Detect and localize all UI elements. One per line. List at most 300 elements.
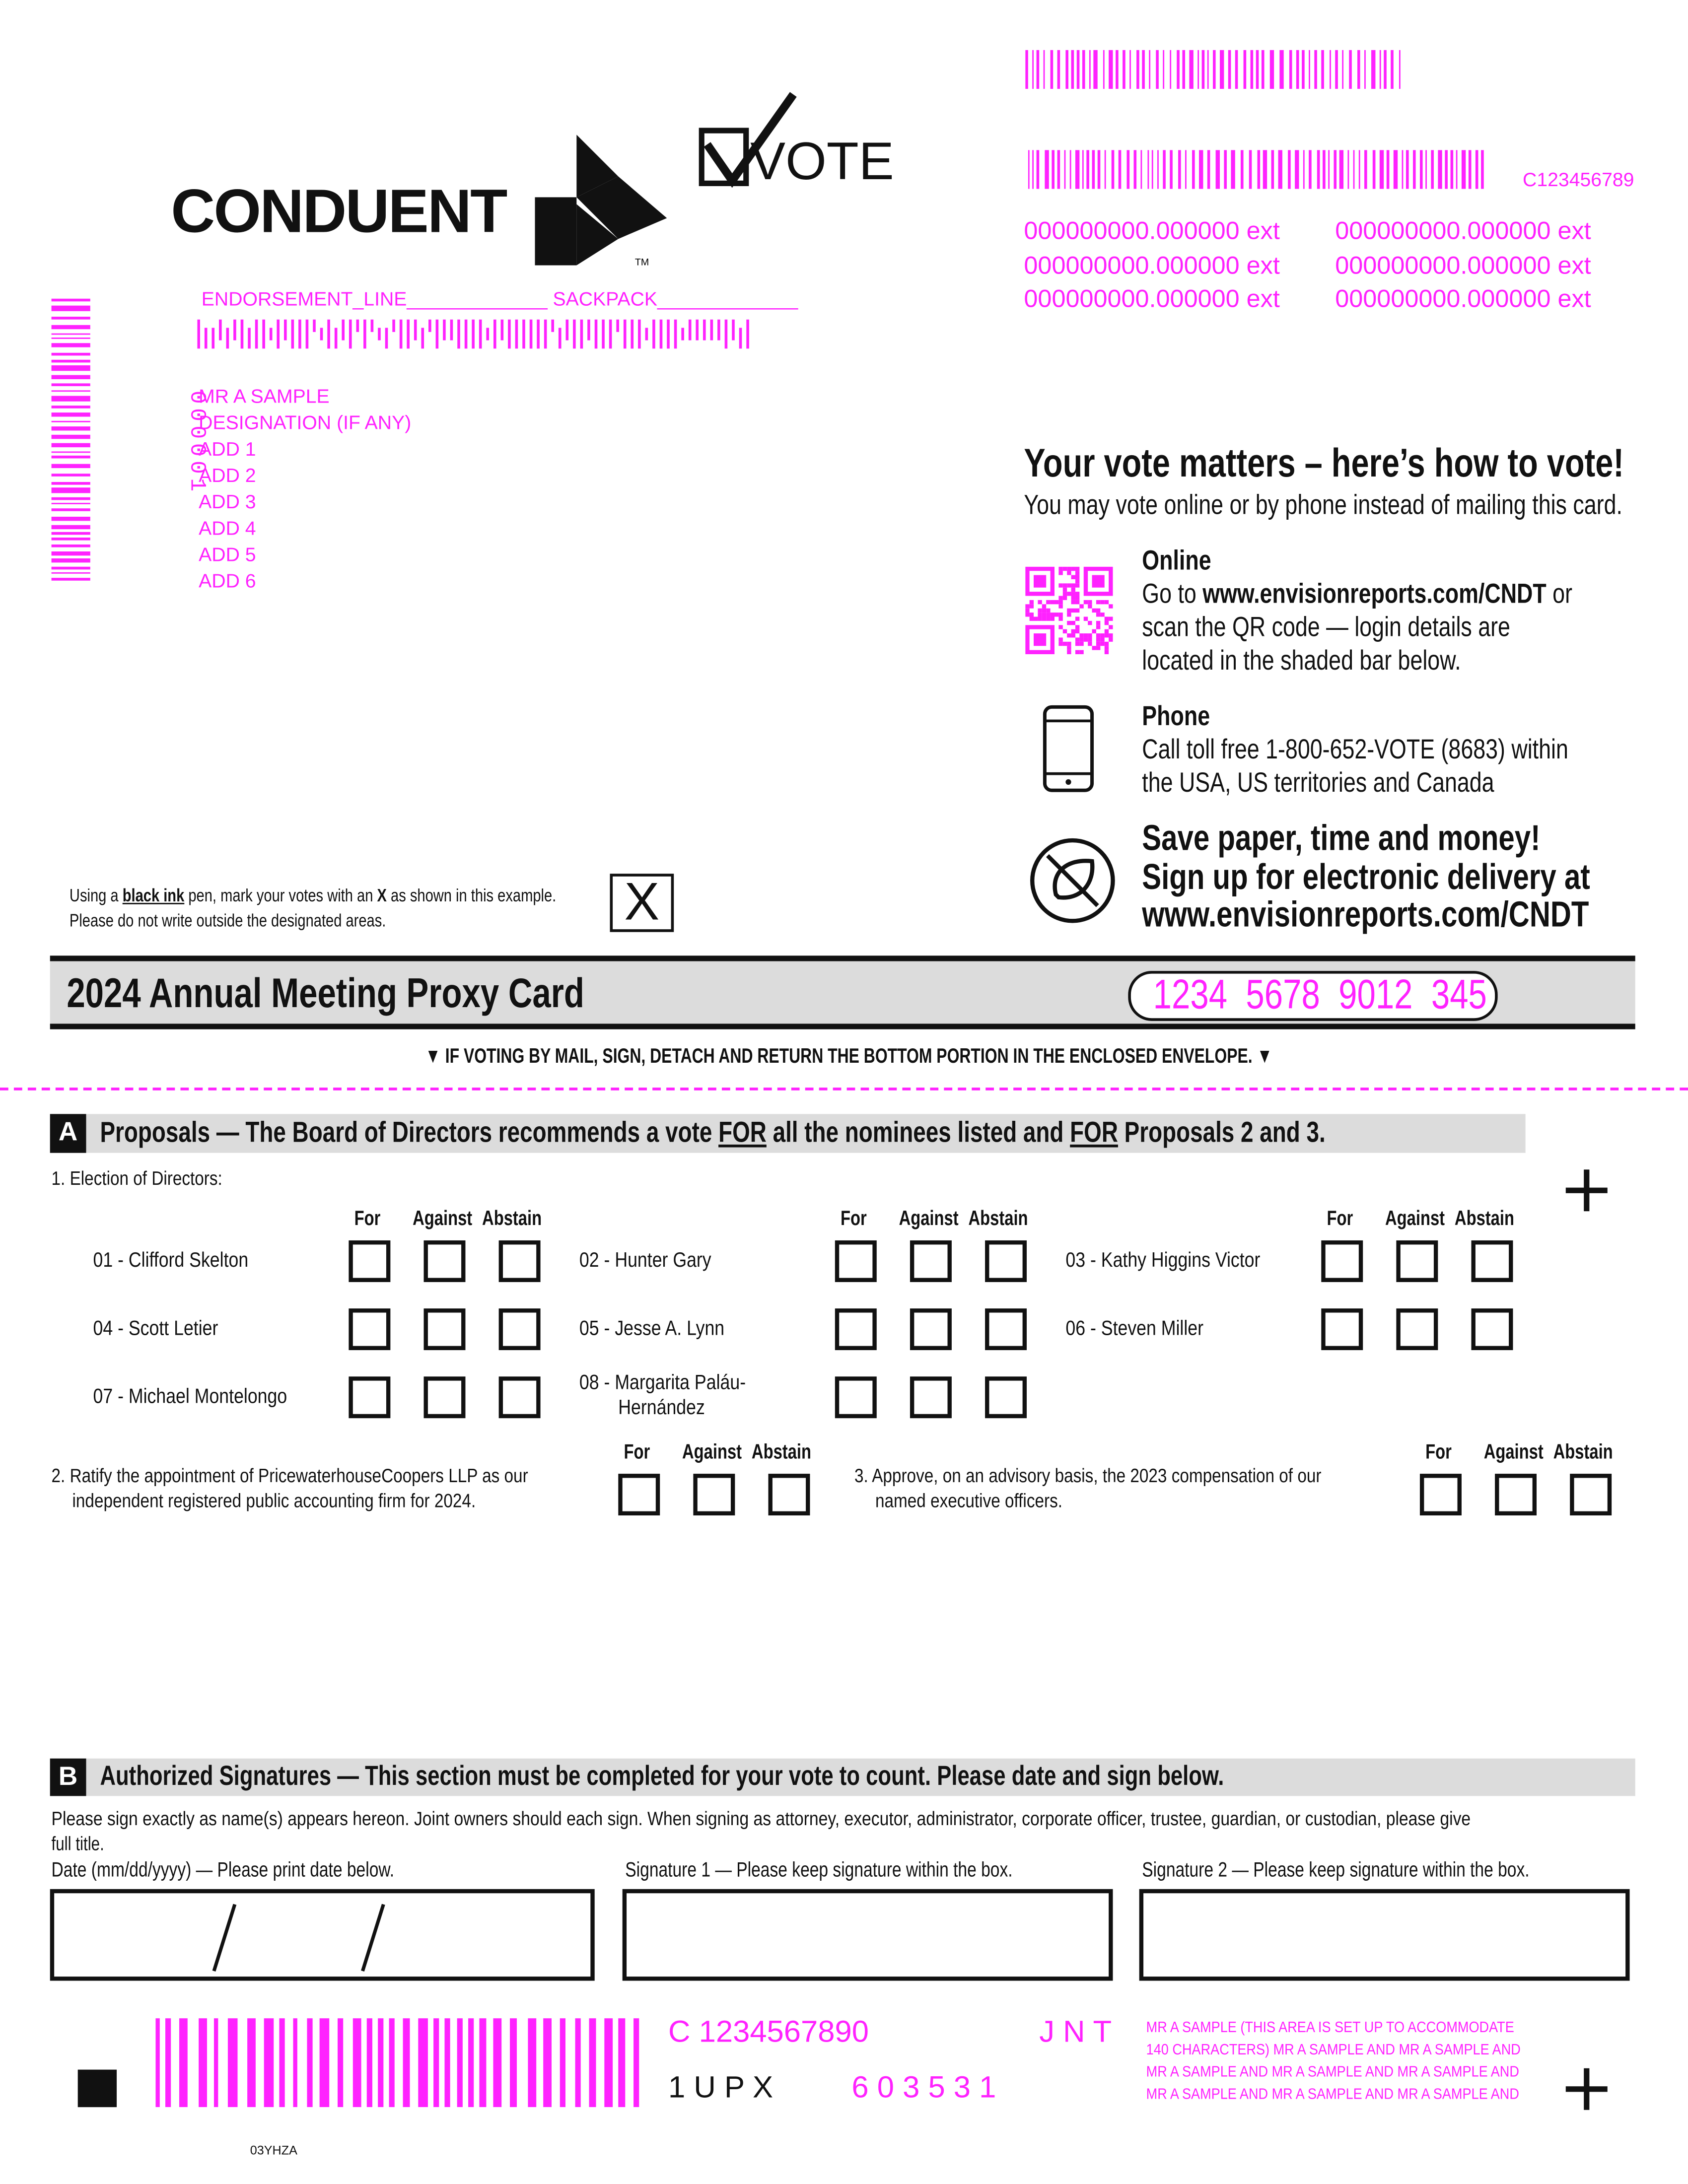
nominee-name: 01 - Clifford Skelton <box>93 1248 249 1273</box>
postnet-bar <box>241 320 244 349</box>
barcode-bar <box>1189 50 1193 89</box>
nominee-name: 05 - Jesse A. Lynn <box>579 1316 725 1341</box>
postnet-bar <box>428 320 431 332</box>
barcode-bar <box>1456 150 1458 189</box>
barcode-bar <box>1357 50 1360 89</box>
postnet-bar <box>414 320 417 341</box>
postnet-bar <box>349 320 352 349</box>
vote-checkbox-for[interactable] <box>835 1240 877 1282</box>
barcode-bar <box>433 2018 439 2107</box>
section-b-title: Authorized Signatures — This section must be completed for your vote to count. Please date and sign below. <box>100 1761 1224 1792</box>
barcode-bar <box>1140 150 1142 189</box>
barcode-bar <box>1289 50 1292 89</box>
postnet-bar <box>508 320 511 349</box>
ext-line: 000000000.000000 ext <box>1335 284 1591 313</box>
barcode-bar <box>1082 150 1084 189</box>
postnet-bar <box>356 320 359 332</box>
barcode-bar <box>52 532 90 535</box>
nominee-name: 08 - Margarita Paláu- <box>579 1371 746 1395</box>
barcode-bar <box>1213 50 1216 89</box>
postnet-bar <box>479 320 482 349</box>
postnet-bar <box>211 328 214 348</box>
barcode-bar <box>1364 50 1366 89</box>
postnet-bar <box>501 320 504 341</box>
footer-number: 6 0 3 5 3 1 <box>851 2069 996 2105</box>
barcode-bar <box>1380 50 1381 89</box>
vote-checkbox-against[interactable] <box>1396 1240 1438 1282</box>
barcode-bar <box>52 538 90 541</box>
postnet-bar <box>595 320 598 349</box>
postnet-bar <box>306 320 309 349</box>
instruction-text: as shown in this example. <box>386 885 557 906</box>
date-separators <box>54 1893 590 1977</box>
barcode-bar <box>1399 50 1401 89</box>
alignment-square <box>78 2070 117 2108</box>
barcode-bar <box>1323 150 1326 189</box>
footer-upx: 1 U P X <box>668 2069 774 2105</box>
barcode-bar <box>479 2018 486 2107</box>
barcode-bar <box>1263 150 1267 189</box>
vote-checkbox-abstain[interactable] <box>1472 1308 1513 1350</box>
barcode-bar <box>52 525 90 529</box>
barcode-bar <box>52 487 90 493</box>
vote-checkbox-for[interactable] <box>618 1474 660 1515</box>
barcode-bar <box>1451 150 1454 189</box>
ext-line: 000000000.000000 ext <box>1024 284 1280 313</box>
column-header: Against <box>1385 1207 1445 1231</box>
vote-checkbox-abstain[interactable] <box>985 1308 1027 1350</box>
postnet-bar <box>530 320 533 349</box>
ext-line: 000000000.000000 ext <box>1335 251 1591 279</box>
address-line: ADD 6 <box>199 569 256 592</box>
postnet-bar <box>681 328 684 340</box>
barcode-bar <box>1075 150 1079 189</box>
divider <box>50 1024 1635 1029</box>
barcode-bar <box>1235 50 1238 89</box>
barcode-bar <box>1032 150 1034 189</box>
barcode-bar <box>199 2018 207 2107</box>
barcode-bar <box>543 2018 552 2107</box>
barcode-bar <box>1309 50 1310 89</box>
barcode-bar <box>52 317 90 320</box>
barcode-bar <box>1119 150 1122 189</box>
instruction-text: Please sign exactly as name(s) appears hereon. Joint owners should each sign. When signing as attorney, executor, administrator, corporate officer, trustee, guardian, or custodian, please give <box>51 1807 1471 1830</box>
barcode-bar <box>1420 150 1423 189</box>
barcode-bar <box>52 508 90 511</box>
vote-checkbox-abstain[interactable] <box>985 1376 1027 1418</box>
postnet-bar <box>450 320 453 341</box>
address-line: ADD 5 <box>199 543 256 565</box>
online-text: located in the shaded bar below. <box>1142 646 1461 677</box>
barcode-bar <box>589 2018 596 2107</box>
barcode-bar <box>1249 150 1252 189</box>
barcode-bar <box>1334 150 1336 189</box>
barcode-bar <box>1335 50 1338 89</box>
phone-section <box>1142 700 1675 800</box>
vote-checkbox-against[interactable] <box>910 1240 952 1282</box>
barcode-bar <box>1438 150 1442 189</box>
barcode-bar <box>52 421 90 422</box>
online-section <box>1142 545 1680 678</box>
ext-line: 000000000.000000 ext <box>1335 216 1591 245</box>
barcode-bar <box>1037 50 1040 89</box>
instruction-emphasis: black ink <box>122 885 185 906</box>
postnet-barcode <box>197 320 753 349</box>
barcode-bar <box>1445 150 1448 189</box>
barcode-bar <box>1347 150 1349 189</box>
postnet-bar <box>638 320 641 349</box>
barcode-bar <box>468 2018 474 2107</box>
barcode-bar <box>1262 50 1265 89</box>
barcode-bar <box>1244 50 1247 89</box>
barcode-bar <box>1342 50 1343 89</box>
postnet-bar <box>378 328 381 340</box>
barcode-bar <box>52 325 90 329</box>
vote-checkbox-abstain[interactable] <box>499 1376 541 1418</box>
barcode-bar <box>1116 50 1119 89</box>
address-line: MR A SAMPLE <box>199 385 330 407</box>
vote-checkbox-against[interactable] <box>424 1376 466 1418</box>
barcode-bar <box>1045 150 1049 189</box>
column-header: Abstain <box>1553 1440 1613 1464</box>
proposal-2 <box>52 1463 613 1513</box>
barcode-bar <box>1220 50 1224 89</box>
postnet-bar <box>645 328 648 340</box>
barcode-bar <box>1044 50 1045 89</box>
barcode-bar <box>52 360 90 363</box>
postnet-bar <box>652 320 655 349</box>
vote-checkbox-against[interactable] <box>693 1474 735 1515</box>
barcode-bar <box>293 2018 297 2107</box>
barcode-bar <box>52 390 90 392</box>
signature-1-input[interactable] <box>623 1889 1113 1981</box>
barcode-bar <box>1051 50 1054 89</box>
online-text: scan the QR code — login details are <box>1142 613 1510 643</box>
postnet-bar <box>255 320 258 349</box>
instruction-text: pen, mark your votes with an <box>184 885 377 906</box>
barcode-bar <box>1431 150 1434 189</box>
barcode-bar <box>1178 150 1181 189</box>
barcode-bar <box>1105 150 1106 189</box>
phone-icon <box>1042 704 1095 793</box>
barcode-bar <box>52 464 90 468</box>
conduent-logo-icon <box>535 135 674 268</box>
barcode-bar <box>1163 150 1166 189</box>
postnet-bar <box>689 320 692 341</box>
barcode-bar <box>1302 50 1305 89</box>
barcode-bar <box>560 2018 565 2107</box>
postnet-bar <box>385 328 388 348</box>
instruction-text: full title. <box>51 1832 104 1854</box>
control-number: 1234 5678 9012 345 <box>1153 972 1487 1019</box>
barcode-bar <box>52 412 90 416</box>
barcode-bar <box>52 443 90 447</box>
vote-checkbox-for[interactable] <box>1420 1474 1462 1515</box>
signature-2-input[interactable] <box>1139 1889 1630 1981</box>
barcode-bar <box>52 567 90 570</box>
barcode-bar <box>1349 50 1352 89</box>
barcode-bar <box>1086 150 1089 189</box>
vote-checkbox-abstain[interactable] <box>985 1240 1027 1282</box>
barcode-bar <box>389 2018 395 2107</box>
ext-column-2 <box>1335 214 1591 316</box>
barcode-bar <box>52 451 90 453</box>
barcode-bar <box>1476 150 1478 189</box>
vote-checkbox-against[interactable] <box>424 1308 466 1350</box>
postnet-bar <box>335 328 338 348</box>
postnet-bar <box>566 320 569 341</box>
postnet-bar <box>298 320 301 349</box>
qr-code[interactable] <box>1025 567 1114 654</box>
name-line: MR A SAMPLE AND MR A SAMPLE AND MR A SAMPLE AND <box>1146 2064 1519 2081</box>
postnet-bar <box>205 328 208 348</box>
column-header: Against <box>682 1440 742 1464</box>
barcode-bar <box>1089 50 1091 89</box>
postnet-bar <box>616 320 619 332</box>
barcode-bar <box>52 503 90 504</box>
section-a-emphasis: FOR <box>718 1116 767 1149</box>
account-code: C123456789 <box>1523 168 1634 191</box>
barcode-bar <box>247 2018 256 2107</box>
barcode-bar <box>1123 50 1125 89</box>
barcode-bar <box>1182 50 1185 89</box>
barcode-bar <box>378 2018 383 2107</box>
barcode-bar <box>1321 50 1324 89</box>
barcode-bar <box>1028 150 1030 189</box>
barcode-bar <box>52 383 90 386</box>
phone-text: Call toll free 1-800-652-VOTE (8683) within <box>1142 735 1568 765</box>
postnet-bar <box>515 320 518 349</box>
section-a-text: Proposals 2 and 3. <box>1118 1116 1326 1149</box>
column-header: For <box>1425 1440 1452 1464</box>
barcode-bar <box>1142 50 1145 89</box>
barcode-bar <box>1199 150 1203 189</box>
vote-checkbox-for[interactable] <box>349 1376 390 1418</box>
postnet-bar <box>248 328 251 348</box>
postnet-bar <box>371 320 374 332</box>
postnet-bar <box>631 320 633 349</box>
barcode-bar <box>1207 50 1209 89</box>
signature-2-label: Signature 2 — Please keep signature within the box. <box>1142 1858 1530 1882</box>
vote-checkbox-for[interactable] <box>835 1376 877 1418</box>
postnet-bar <box>219 320 222 341</box>
column-header: Against <box>1483 1440 1544 1464</box>
barcode-bar <box>1406 150 1409 189</box>
barcode-bar <box>1296 50 1299 89</box>
barcode-bar <box>1384 50 1387 89</box>
vote-checkbox-abstain[interactable] <box>1472 1240 1513 1282</box>
section-a-text: all the nominees listed and <box>766 1116 1070 1149</box>
column-header: For <box>354 1207 381 1231</box>
barcode-bar <box>1278 150 1282 189</box>
mailing-address <box>199 383 411 594</box>
postnet-bar <box>573 320 576 349</box>
barcode-bar <box>403 2018 410 2107</box>
postnet-bar <box>457 320 460 349</box>
date-label: Date (mm/dd/yyyy) — Please print date below. <box>51 1858 395 1882</box>
barcode-bar <box>1127 150 1130 189</box>
column-header: For <box>624 1440 650 1464</box>
barcode-bar <box>264 2018 274 2107</box>
paperless-text: Save paper, time and money! <box>1142 817 1541 859</box>
address-line: ADD 1 <box>199 437 256 460</box>
address-line: ADD 2 <box>199 464 256 486</box>
barcode-bar <box>575 2018 581 2107</box>
vote-checkbox-abstain[interactable] <box>1570 1474 1612 1515</box>
name-line: MR A SAMPLE AND MR A SAMPLE AND MR A SAMPLE AND <box>1146 2086 1519 2103</box>
barcode-bar <box>1156 50 1159 89</box>
barcode-bar <box>52 572 90 574</box>
barcode-bar <box>1353 150 1355 189</box>
barcode-bar <box>179 2018 188 2107</box>
postnet-bar <box>559 328 562 348</box>
marking-instructions <box>70 884 678 934</box>
barcode-bar <box>52 482 90 485</box>
barcode-bar <box>1373 150 1376 189</box>
vote-checkbox-for[interactable] <box>349 1308 390 1350</box>
online-text: or <box>1546 579 1572 610</box>
barcode-bar <box>52 375 90 379</box>
nominee-name: 04 - Scott Letier <box>93 1316 218 1341</box>
barcode-bar <box>1425 150 1427 189</box>
barcode-bar <box>1228 50 1231 89</box>
postnet-bar <box>587 320 590 341</box>
barcode-bar <box>1256 50 1259 89</box>
barcode-bar <box>228 2018 238 2107</box>
barcode-bar <box>52 578 90 581</box>
barcode-bar <box>1092 150 1095 189</box>
postnet-bar <box>660 320 663 349</box>
online-text: Go to <box>1142 579 1203 610</box>
vote-checkbox-for[interactable] <box>349 1240 390 1282</box>
phone-text: the USA, US territories and Canada <box>1142 768 1494 799</box>
barcode-bar <box>52 365 90 371</box>
barcode-bar <box>1103 50 1105 89</box>
vote-checkbox-against[interactable] <box>910 1308 952 1350</box>
barcode-bar <box>52 426 90 430</box>
barcode-bar <box>1057 50 1060 89</box>
column-header: Abstain <box>1454 1207 1515 1231</box>
proposal-text: named executive officers. <box>875 1489 1063 1511</box>
barcode-bar <box>1231 150 1235 189</box>
barcode-bar <box>633 2018 639 2107</box>
barcode-bar <box>1295 150 1299 189</box>
vote-checkbox-for[interactable] <box>1321 1308 1363 1350</box>
barcode-bar <box>52 338 90 339</box>
barcode-bar <box>1380 150 1384 189</box>
postnet-bar <box>320 328 323 340</box>
column-header: For <box>841 1207 867 1231</box>
barcode-bar <box>52 396 90 402</box>
postnet-bar <box>421 328 424 348</box>
form-id: 03YHZA <box>250 2143 297 2157</box>
barcode-bar <box>1177 50 1180 89</box>
barcode-bar <box>528 2018 536 2107</box>
page-title: 2024 Annual Meeting Proxy Card <box>67 971 584 1017</box>
nominee-name: 03 - Kathy Higgins Victor <box>1065 1248 1261 1273</box>
barcode-bar <box>1136 50 1139 89</box>
endorsement-line: ENDORSEMENT_LINE_____________ SACKPACK_____________ <box>201 287 798 310</box>
postnet-bar <box>486 328 489 340</box>
account-barcode <box>1028 150 1486 189</box>
vote-checkbox-against[interactable] <box>1396 1308 1438 1350</box>
name-line: 140 CHARACTERS) MR A SAMPLE AND MR A SAMPLE AND <box>1146 2042 1521 2059</box>
detach-notice: ▼ IF VOTING BY MAIL, SIGN, DETACH AND RETURN THE BOTTOM PORTION IN THE ENCLOSED ENVELOPE. ▼ <box>425 1044 1273 1068</box>
barcode-bar <box>1241 150 1244 189</box>
barcode-bar <box>1070 150 1071 189</box>
nominee-name: 06 - Steven Miller <box>1065 1316 1204 1341</box>
column-header: Abstain <box>482 1207 542 1231</box>
barcode-bar <box>367 2018 372 2107</box>
barcode-bar <box>1077 50 1080 89</box>
barcode-bar <box>1170 150 1173 189</box>
vote-checkbox-abstain[interactable] <box>769 1474 810 1515</box>
address-line: ADD 4 <box>199 517 256 539</box>
vote-checkbox-against[interactable] <box>424 1240 466 1282</box>
barcode-bar <box>52 558 90 562</box>
postnet-bar <box>696 320 699 341</box>
online-url-link[interactable]: www.envisionreports.com/CNDT <box>1202 579 1547 610</box>
instruction-emphasis: X <box>377 885 387 906</box>
barcode-bar <box>1394 150 1398 189</box>
vote-checkbox-for[interactable] <box>1321 1240 1363 1282</box>
postnet-bar <box>233 320 236 341</box>
barcode-bar <box>1330 50 1331 89</box>
barcode-bar <box>1037 150 1040 189</box>
postnet-bar <box>363 320 366 349</box>
postnet-bar <box>262 320 265 349</box>
barcode-bar <box>444 2018 450 2107</box>
barcode-bar <box>52 551 90 555</box>
postnet-bar <box>270 328 273 340</box>
barcode-bar <box>52 456 90 459</box>
vote-checkbox-abstain[interactable] <box>499 1240 541 1282</box>
barcode-bar <box>1185 150 1187 189</box>
election-label: 1. Election of Directors: <box>51 1166 222 1189</box>
vote-checkbox-for[interactable] <box>835 1308 877 1350</box>
vote-checkbox-against[interactable] <box>1495 1474 1537 1515</box>
barcode-bar <box>1288 150 1291 189</box>
postnet-bar <box>400 320 403 349</box>
signature-instructions <box>52 1806 1688 1856</box>
detach-line <box>0 1088 1688 1091</box>
postnet-bar <box>609 320 612 349</box>
proposal-text: 3. Approve, on an advisory basis, the 2023 compensation of our <box>854 1464 1322 1487</box>
barcode-bar <box>52 343 90 347</box>
barcode-bar <box>510 2018 517 2107</box>
footer-jnt: J N T <box>1039 2014 1112 2049</box>
barcode-bar <box>1163 50 1164 89</box>
barcode-bar <box>1279 50 1283 89</box>
postnet-bar <box>602 320 605 349</box>
barcode-bar <box>1149 50 1150 89</box>
postnet-bar <box>725 320 728 349</box>
barcode-bar <box>1071 50 1074 89</box>
paperless-url-link[interactable]: www.envisionreports.com/CNDT <box>1142 893 1589 935</box>
date-input[interactable] <box>50 1889 595 1981</box>
barcode-bar <box>338 2018 343 2107</box>
barcode-bar <box>1147 150 1149 189</box>
postnet-bar <box>522 320 525 349</box>
barcode-bar <box>1025 50 1028 89</box>
postnet-bar <box>674 320 677 349</box>
vote-checkbox-against[interactable] <box>910 1376 952 1418</box>
barcode-bar <box>1152 150 1153 189</box>
barcode-bar <box>1328 150 1330 189</box>
vote-checkbox-abstain[interactable] <box>499 1308 541 1350</box>
barcode-bar <box>1402 150 1404 189</box>
barcode-bar <box>1082 50 1085 89</box>
